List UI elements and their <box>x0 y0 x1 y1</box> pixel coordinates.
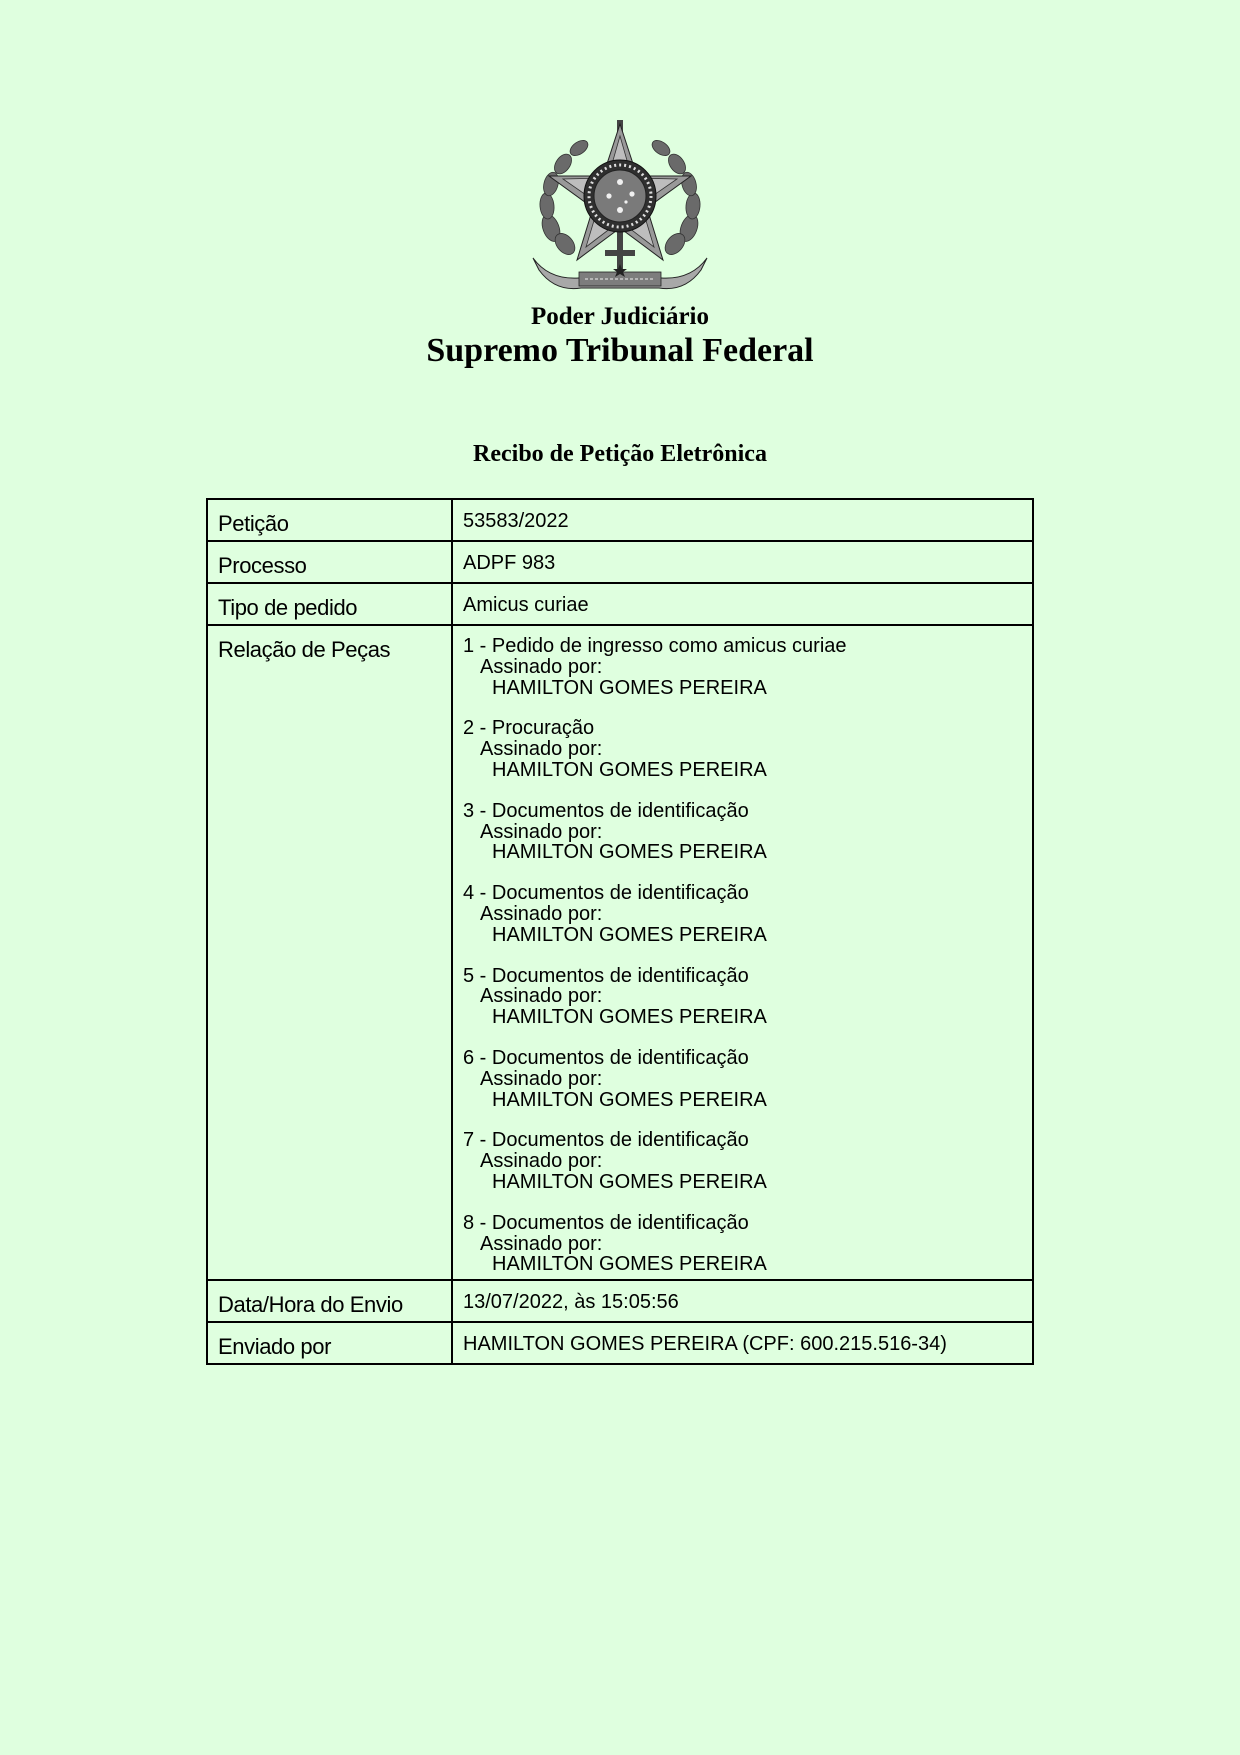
table-row-peticao <box>207 499 1033 541</box>
list-item <box>463 636 1022 698</box>
piece-title: 8 - Documentos de identificação <box>463 1211 749 1234</box>
piece-signer: HAMILTON GOMES PEREIRA <box>492 1170 767 1193</box>
row-value: 13/07/2022, às 15:05:56 <box>452 1280 1033 1322</box>
piece-signer: HAMILTON GOMES PEREIRA <box>492 923 767 946</box>
piece-signed-label: Assinado por: <box>480 820 603 843</box>
row-label: Processo <box>207 541 452 583</box>
piece-title: 6 - Documentos de identificação <box>463 1046 749 1069</box>
piece-title: 5 - Documentos de identificação <box>463 964 749 987</box>
piece-title: 7 - Documentos de identificação <box>463 1129 749 1152</box>
row-value: Amicus curiae <box>452 583 1033 625</box>
piece-title: 4 - Documentos de identificação <box>463 882 749 905</box>
row-label: Petição <box>207 499 452 541</box>
row-label: Relação de Peças <box>207 625 452 1280</box>
header-court-name: Supremo Tribunal Federal <box>426 332 814 369</box>
list-item <box>463 1130 1022 1192</box>
receipt-title: Recibo de Petição Eletrônica <box>473 441 767 467</box>
piece-signed-label: Assinado por: <box>480 1067 603 1090</box>
piece-title: 1 - Pedido de ingresso como amicus curiae <box>463 635 847 657</box>
piece-signed-label: Assinado por: <box>480 1150 603 1173</box>
piece-title: 2 - Procuração <box>463 717 595 740</box>
list-item <box>463 966 1022 1028</box>
header-court-branch: Poder Judiciário <box>530 303 709 330</box>
list-item <box>463 1213 1022 1275</box>
row-label: Tipo de pedido <box>207 583 452 625</box>
piece-title: 3 - Documentos de identificação <box>463 799 749 822</box>
table-row-enviado-por <box>207 1322 1033 1364</box>
piece-signed-label: Assinado por: <box>480 902 603 925</box>
list-item <box>463 1048 1022 1110</box>
row-value: 53583/2022 <box>452 499 1033 541</box>
table-row-processo <box>207 541 1033 583</box>
piece-signer: HAMILTON GOMES PEREIRA <box>492 1006 767 1029</box>
table-row-data-hora <box>207 1280 1033 1322</box>
piece-signer: HAMILTON GOMES PEREIRA <box>492 1253 767 1276</box>
table-row-relacao-de-pecas <box>207 625 1033 1280</box>
pieces-list <box>452 625 1033 1280</box>
list-item <box>463 718 1022 780</box>
list-item <box>463 883 1022 945</box>
piece-signer: HAMILTON GOMES PEREIRA <box>492 758 767 781</box>
piece-signer: HAMILTON GOMES PEREIRA <box>492 676 767 699</box>
list-item <box>463 801 1022 863</box>
row-label: Enviado por <box>207 1322 452 1364</box>
piece-signed-label: Assinado por: <box>480 1232 603 1255</box>
piece-signed-label: Assinado por: <box>480 738 603 761</box>
row-value: HAMILTON GOMES PEREIRA (CPF: 600.215.516-34) <box>452 1322 1033 1364</box>
brazil-coat-of-arms-icon <box>529 118 711 298</box>
row-value: ADPF 983 <box>452 541 1033 583</box>
row-label: Data/Hora do Envio <box>207 1280 452 1322</box>
table-row-tipo-de-pedido <box>207 583 1033 625</box>
piece-signer: HAMILTON GOMES PEREIRA <box>492 841 767 864</box>
piece-signer: HAMILTON GOMES PEREIRA <box>492 1088 767 1111</box>
piece-signed-label: Assinado por: <box>480 985 603 1008</box>
receipt-table <box>206 498 1034 1365</box>
piece-signed-label: Assinado por: <box>480 655 603 678</box>
